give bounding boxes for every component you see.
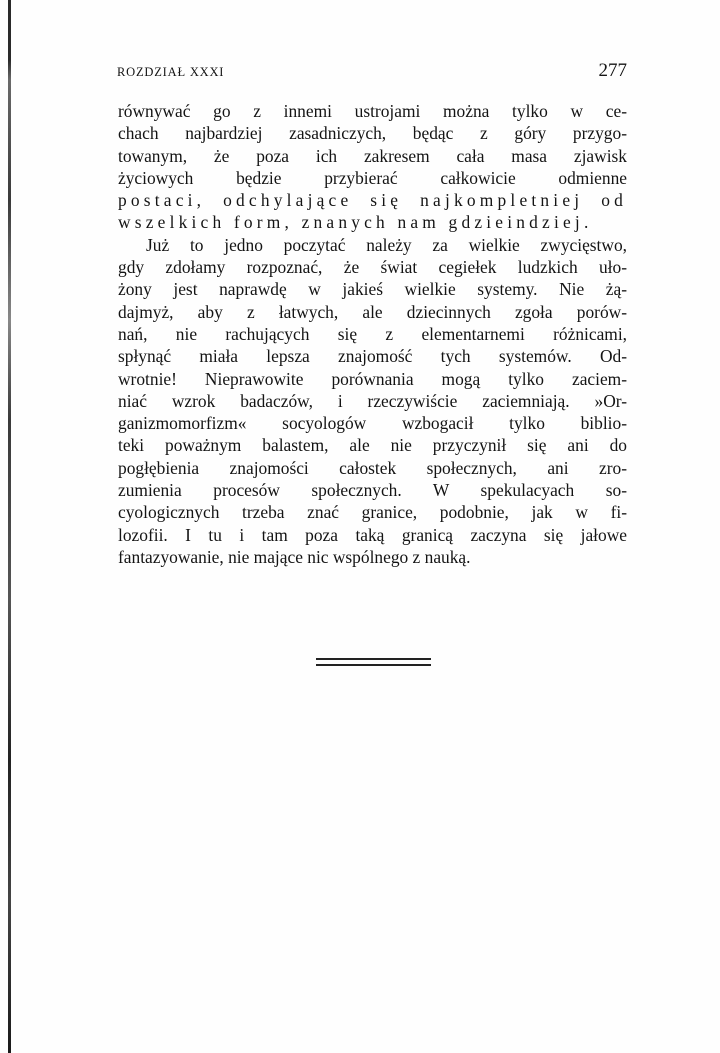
text-line: teki poważnym balastem, ale nie przyczynił się ani do [118,435,627,456]
chapter-end-rule [316,658,431,667]
text-line: żony jest naprawdę w jakieś wielkie systemy. Nie żą- [118,279,627,300]
rule-line-top [316,658,431,660]
text-line: cyologicznych trzeba znać granice, podobnie, jak w fi- [118,502,627,523]
text-line-emphasized: wszelkich form, znanych nam gdzieindziej. [118,212,593,233]
text-line: dajmyż, aby z łatwych, ale dziecinnych zgoła porów- [118,301,627,322]
text-line: niać wzrok badaczów, i rzeczywiście zaciemniają. »Or- [118,390,627,411]
text-line: równywać go z innemi ustrojami można tylko w ce- [118,101,627,121]
text-line: pogłębienia znajomości całostek społecznych, ani zro- [118,457,627,478]
text-line: spłynąć miała lepsza znajomość tych systemów. Od- [118,346,627,367]
text-line: życiowych będzie przybierać całkowicie odmienne [118,167,627,188]
text-line: gdy zdołamy rozpoznać, że świat cegiełek ludzkich uło- [118,257,627,278]
paragraph-end-line: fantazyowanie, nie mające nic wspólnego z nauką. [118,546,471,567]
running-head [117,62,627,84]
paragraph-start-line: Już to jedno poczytać należy za wielkie zwycięstwo, [146,234,627,255]
text-line-emphasized: postaci, odchylające się najkompletniej od [118,190,627,211]
page-number: 277 [598,60,627,81]
text-line: lozofii. I tu i tam poza taką granicą zaczyna się jałowe [118,524,627,545]
page-binding-edge [8,0,11,1053]
text-line: zumienia procesów społecznych. W spekulacyach so- [118,480,627,501]
chapter-title: ROZDZIAŁ XXXI [117,65,225,79]
body-text [118,100,627,568]
text-line: ganizmomorfizm« socyologów wzbogacił tylko biblio- [118,413,627,434]
text-line: towanym, że poza ich zakresem cała masa zjawisk [118,145,627,166]
text-line: wrotnie! Nieprawowite porównania mogą tylko zaciem- [118,368,627,389]
text-line: chach najbardziej zasadniczych, będąc z góry przygo- [118,123,627,144]
rule-line-bottom [316,664,431,666]
text-line: nań, nie rachujących się z elementarnemi różnicami, [118,323,627,344]
